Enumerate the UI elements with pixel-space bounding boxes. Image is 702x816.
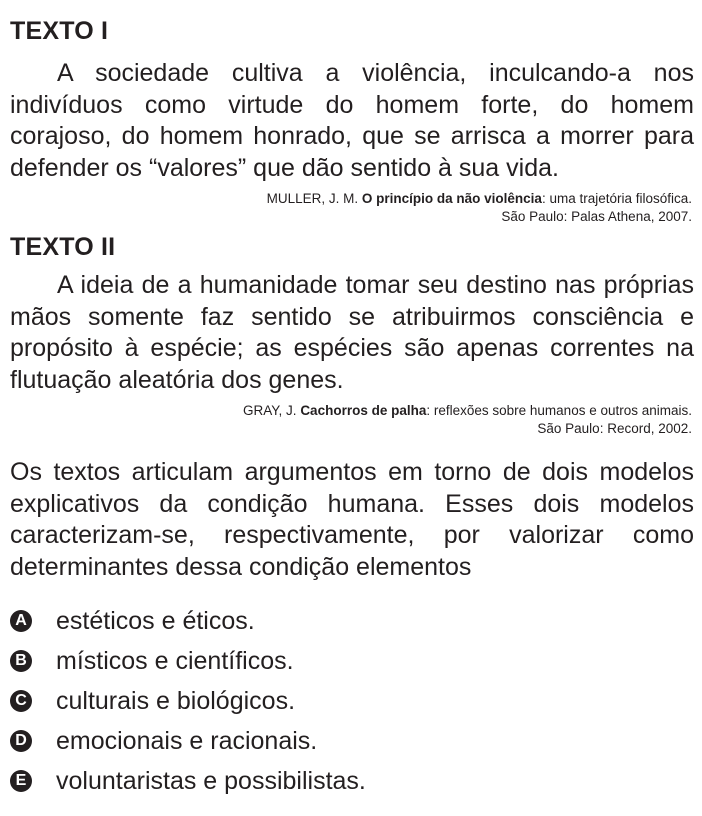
option-b-badge-icon: B	[10, 650, 32, 672]
option-c-badge-icon: C	[10, 690, 32, 712]
texto-2-citation	[10, 402, 694, 438]
texto-1-heading: TEXTO I	[10, 17, 109, 45]
option-b-text: místicos e científicos.	[56, 647, 294, 675]
citation-title: O princípio da não violência	[361, 191, 542, 206]
citation-line-1	[10, 402, 692, 420]
question-stem: Os textos articulam argumentos em torno de dois modelos explicativos da condição humana. Esses dois modelos caracterizam-se, respectivamente, por valorizar como determinantes dessa condição elementos	[10, 458, 694, 581]
option-c[interactable]	[10, 681, 694, 721]
option-a-text: estéticos e éticos.	[56, 607, 255, 635]
citation-author: MULLER, J. M.	[266, 191, 362, 206]
option-b[interactable]	[10, 641, 694, 681]
option-e-text: voluntaristas e possibilistas.	[56, 767, 366, 795]
texto-1-body: A sociedade cultiva a violência, inculcando-a nos indivíduos como virtude do homem forte, do homem corajoso, do homem honrado, que se arrisca a morrer para defender os “valores” que dão sentido à sua vida.	[10, 59, 694, 182]
texto-2-heading: TEXTO II	[10, 233, 116, 261]
option-a[interactable]	[10, 601, 694, 641]
citation-author: GRAY, J.	[243, 403, 301, 418]
citation-title: Cachorros de palha	[300, 403, 427, 418]
option-e[interactable]	[10, 761, 694, 801]
option-d-text: emocionais e racionais.	[56, 727, 318, 755]
question-page	[10, 12, 694, 801]
option-e-badge-icon: E	[10, 770, 32, 792]
citation-publication: São Paulo: Palas Athena, 2007.	[501, 209, 692, 224]
texto-2-body: A ideia de a humanidade tomar seu destino nas próprias mãos somente faz sentido se atribuirmos consciência e propósito à espécie; as espécies são apenas correntes na flutuação aleatória dos genes.	[10, 271, 694, 394]
citation-line-1	[10, 190, 692, 208]
option-a-badge-icon: A	[10, 610, 32, 632]
option-d[interactable]	[10, 721, 694, 761]
citation-subtitle: : reflexões sobre humanos e outros animais.	[426, 403, 692, 418]
answer-options	[10, 601, 694, 801]
texto-1-citation	[10, 190, 694, 226]
option-c-text: culturais e biológicos.	[56, 687, 296, 715]
option-d-badge-icon: D	[10, 730, 32, 752]
citation-publication: São Paulo: Record, 2002.	[537, 421, 692, 436]
citation-subtitle: : uma trajetória filosófica.	[541, 191, 692, 206]
